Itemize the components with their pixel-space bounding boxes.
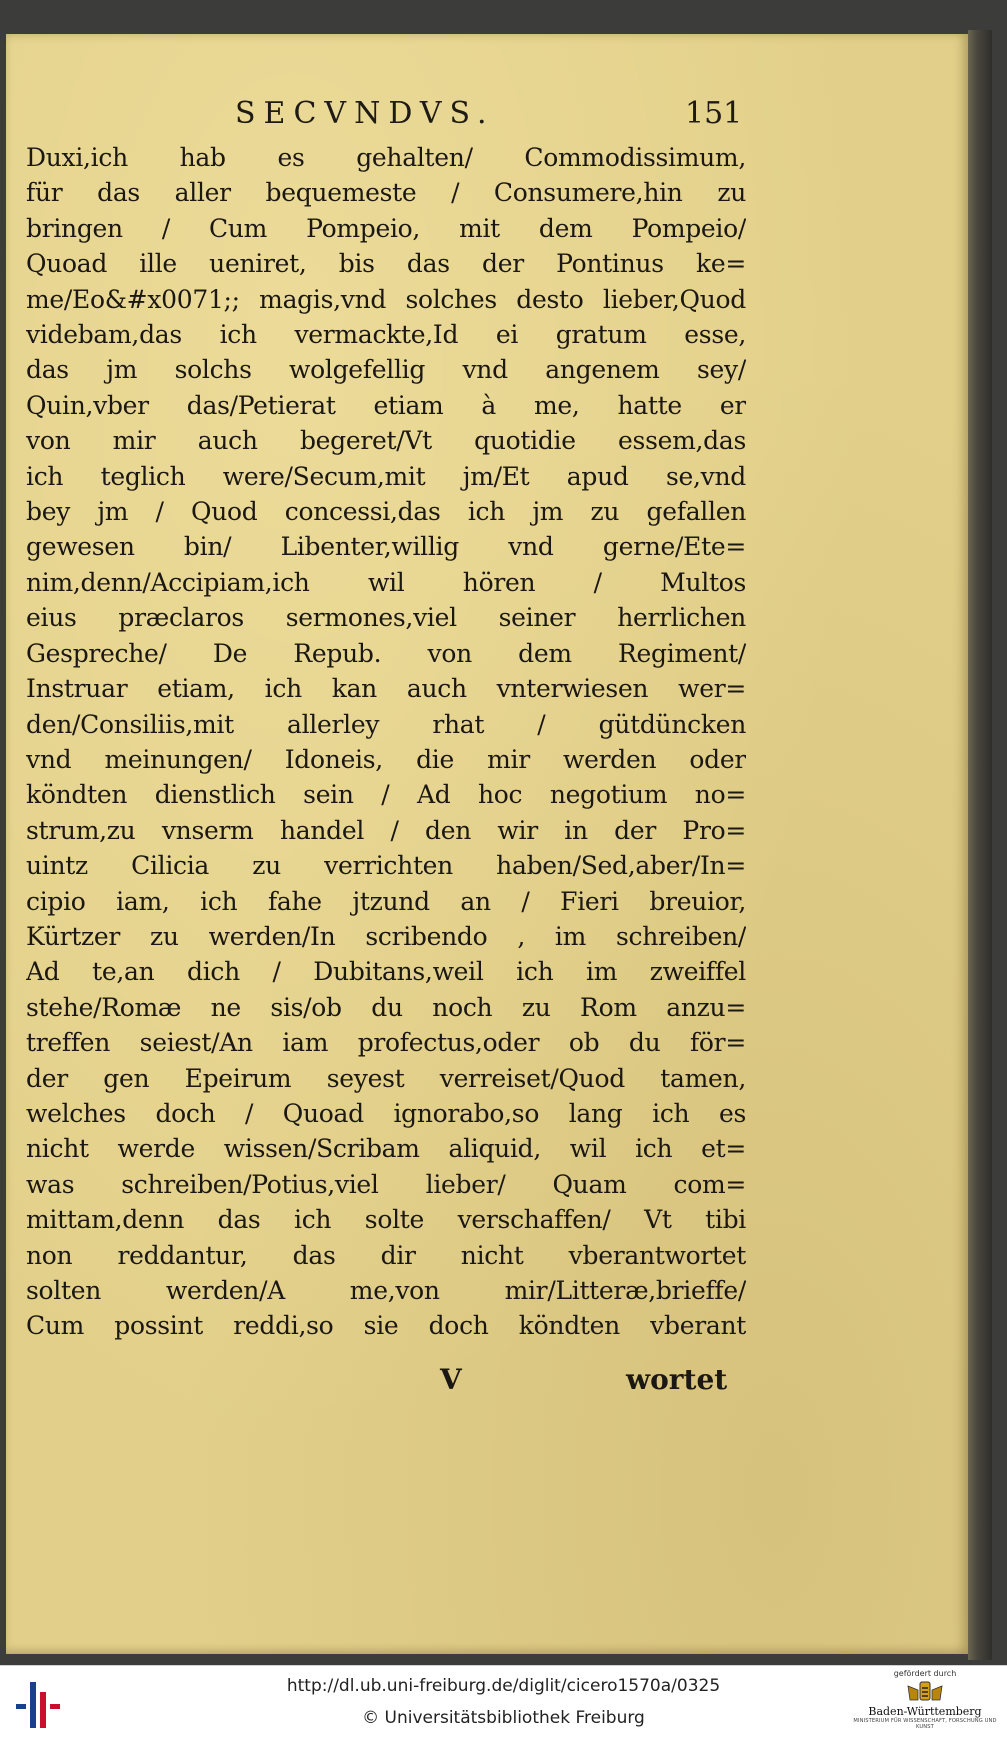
text-line: den/Consiliis,mit allerley rhat / gütdüncken [26, 709, 746, 739]
text-line: Instruar etiam, ich kan auch vnterwiesen wer= [26, 674, 746, 704]
text-line: eius præclaros sermones,viel seiner herrlichen [26, 603, 746, 633]
sponsor-ministry: MINISTERIUM FÜR WISSENSCHAFT, FORSCHUNG UND KUNST [853, 1718, 997, 1730]
sponsor-prefix: gefördert durch [893, 1669, 957, 1678]
page-edge [968, 30, 992, 1660]
copyright-notice: © Universitätsbibliothek Freiburg [362, 1708, 645, 1728]
text-line: welches doch / Quoad ignorabo,so lang ich es [26, 1098, 746, 1128]
text-line: ich teglich were/Secum,mit jm/Et apud se,vnd [26, 461, 746, 491]
catchword: wortet [626, 1363, 728, 1396]
text-line: Quin,vber das/Petierat etiam à me, hatte er [26, 390, 746, 420]
text-line: stehe/Romæ ne sis/ob du noch zu Rom anzu= [26, 992, 746, 1022]
text-line: bey jm / Quod concessi,das ich jm zu gefallen [26, 497, 746, 527]
text-line: uintz Cilicia zu verrichten haben/Sed,aber/In= [26, 851, 746, 881]
running-head: SECVNDVS. [235, 96, 495, 131]
text-line: für das aller bequemeste / Consumere,hin zu [26, 178, 746, 208]
text-line: vnd meinungen/ Idoneis, die mir werden oder [26, 744, 746, 774]
text-line: Ad te,an dich / Dubitans,weil ich im zweiffel [26, 957, 746, 987]
signature-mark: V [440, 1363, 462, 1396]
text-line: Kürtzer zu werden/In scribendo , im schreiben/ [26, 921, 746, 951]
body-text [26, 140, 746, 1344]
text-line: bringen / Cum Pompeio, mit dem Pompeio/ [26, 213, 746, 243]
text-line: was schreiben/Potius,viel lieber/ Quam com= [26, 1169, 746, 1199]
text-line: köndten dienstlich sein / Ad hoc negotium no= [26, 780, 746, 810]
text-line: nicht werde wissen/Scribam aliquid, wil ich et= [26, 1134, 746, 1164]
text-line: treffen seiest/An iam profectus,oder ob du för= [26, 1028, 746, 1058]
text-line: Gespreche/ De Repub. von dem Regiment/ [26, 638, 746, 668]
text-line: gewesen bin/ Libenter,willig vnd gerne/Ete= [26, 532, 746, 562]
permalink-url[interactable]: http://dl.ub.uni-freiburg.de/diglit/cicero1570a/0325 [286, 1676, 721, 1696]
sponsor-name: Baden-Württemberg [868, 1705, 982, 1718]
text-line: der gen Epeirum seyest verreiset/Quod tamen, [26, 1063, 746, 1093]
text-line: solten werden/A me,von mir/Litteræ,brieffe/ [26, 1276, 746, 1305]
text-line: me/Eo&#x0071;; magis,vnd solches desto lieber,Quod [26, 284, 746, 314]
text-line: mittam,denn das ich solte verschaffen/ Vt tibi [26, 1205, 746, 1235]
text-line: nim,denn/Accipiam,ich wil hören / Multos [26, 567, 746, 597]
text-line: strum,zu vnserm handel / den wir in der Pro= [26, 815, 746, 845]
text-line: das jm solchs wolgefellig vnd angenem sey/ [26, 355, 746, 385]
coat-of-arms-icon [905, 1680, 945, 1704]
text-line: Quoad ille ueniret, bis das der Pontinus ke= [26, 249, 746, 279]
text-line: Duxi,ich hab es gehalten/ Commodissimum, [26, 143, 746, 172]
text-line: von mir auch begeret/Vt quotidie essem,das [26, 426, 746, 456]
text-line: non reddantur, das dir nicht vberantwortet [26, 1240, 746, 1270]
page-number: 151 [685, 96, 743, 131]
sponsor-logo[interactable] [850, 1669, 1000, 1739]
text-line: cipio iam, ich fahe jtzund an / Fieri breuior, [26, 886, 746, 916]
text-line: videbam,das ich vermackte,Id ei gratum esse, [26, 320, 746, 350]
viewer-footer [0, 1665, 1007, 1741]
text-line: Cum possint reddi,so sie doch köndten vberant [26, 1311, 746, 1341]
